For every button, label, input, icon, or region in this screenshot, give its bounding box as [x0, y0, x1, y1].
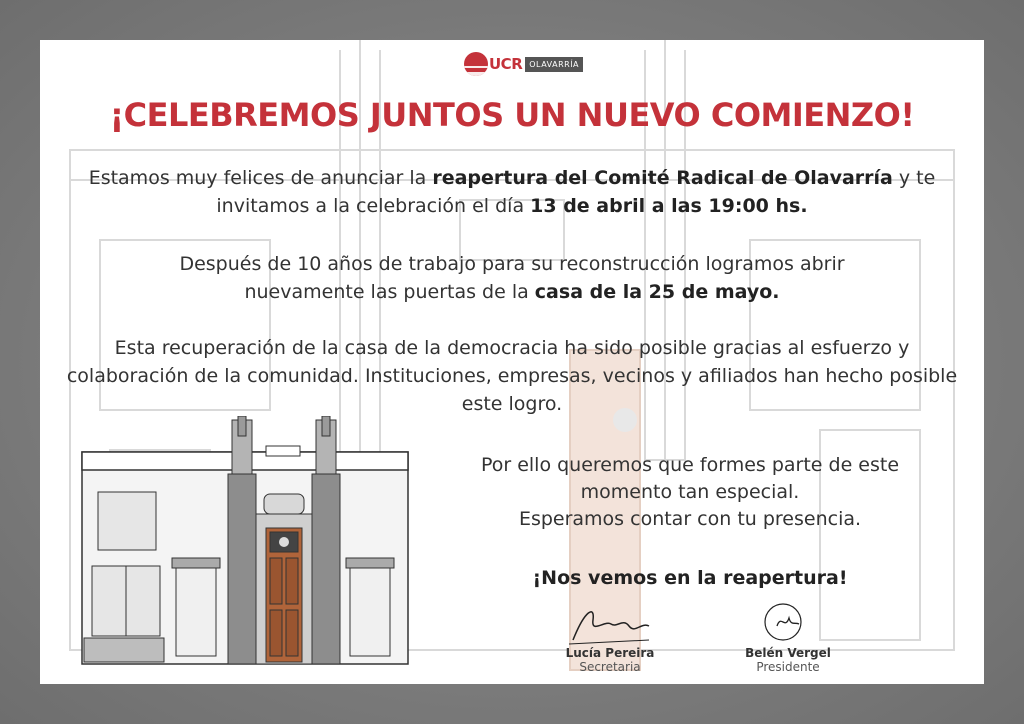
signature-scribble: [565, 600, 655, 646]
logo-brand: UCR: [489, 55, 523, 73]
committee-building-illustration: [80, 416, 412, 666]
signer-role: Presidente: [756, 660, 820, 674]
community-paragraph: Esta recuperación de la casa de la democracia ha sido posible gracias al esfuerzo y colaboración de la comunidad. Instituciones, empresas, vecinos y afiliados han hecho posible este logro.: [66, 337, 958, 415]
signer-name: Lucía Pereira: [565, 646, 655, 660]
announcement-paragraph: Estamos muy felices de anunciar la reapertura del Comité Radical de Olavarría y te invitamos a la celebración el día 13 de abril a las 19:00 hs.: [88, 167, 936, 217]
headline: ¡CELEBREMOS JUNTOS UN NUEVO COMIENZO!: [109, 96, 915, 134]
signer-name: Belén Vergel: [745, 646, 831, 660]
invitation-card: [40, 40, 984, 684]
ucr-olavarria-logo: [464, 52, 583, 76]
logo-city: OLAVARRÍA: [525, 57, 583, 72]
signature-block-presidente: [708, 600, 868, 674]
signer-role: Secretaria: [579, 660, 641, 674]
ucr-emblem-icon: [464, 52, 488, 76]
reconstruction-paragraph: Después de 10 años de trabajo para su reconstrucción logramos abrir nuevamente las puertas de la casa de la 25 de mayo.: [179, 253, 845, 303]
invite-message: Por ello queremos que formes parte de este momento tan especial. Esperamos contar con tu presencia.: [480, 454, 900, 530]
signature-scribble: [743, 600, 833, 646]
signature-block-secretaria: [530, 600, 690, 674]
closing-line: ¡Nos vemos en la reapertura!: [532, 567, 848, 589]
